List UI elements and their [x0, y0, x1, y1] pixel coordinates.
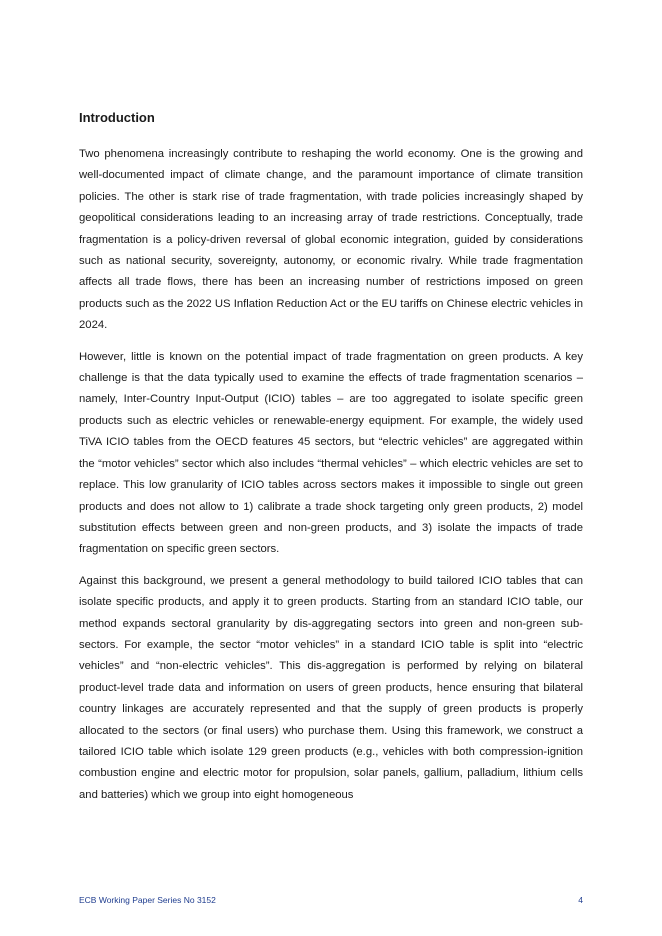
paragraph-1: Two phenomena increasingly contribute to reshaping the world economy. One is the growing and well-documented impact of climate change, and the paramount importance of climate transition policies. The other is stark rise of trade fragmentation, with trade policies increasingly shaped by geopolitical considerations leading to an increasing array of trade restrictions. Conceptually, trade fragmentation is a policy-driven reversal of global economic integration, guided by considerations such as national security, sovereignty, autonomy, or economic rivalry. While trade fragmentation affects all trade flows, there has been an increasing number of restrictions imposed on green products such as the 2022 US Inflation Reduction Act or the EU tariffs on Chinese electric vehicles in 2024. [79, 148, 583, 332]
paragraph-2: However, little is known on the potential impact of trade fragmentation on green products. A key challenge is that the data typically used to examine the effects of trade fragmentation scenarios – namely, Inter-Country Input-Output (ICIO) tables – are too aggregated to isolate specific green products such as electric vehicles or renewable-energy equipment. For example, the widely used TiVA ICIO tables from the OECD features 45 sectors, but “electric vehicles” are aggregated within the “motor vehicles” sector which also includes “thermal vehicles” – which electric vehicles are set to replace. This low granularity of ICIO tables across sectors makes it impossible to single out green products and does not allow to 1) calibrate a trade shock targeting only green products, 2) model substitution effects between green and non-green products, and 3) isolate the impacts of trade fragmentation on specific green sectors. [79, 350, 583, 556]
paragraph-3: Against this background, we present a general methodology to build tailored ICIO tables that can isolate specific products, and apply it to green products. Starting from an standard ICIO table, our method expands sectoral granularity by dis-aggregating sectors into green and non-green sub-sectors. For example, the sector “motor vehicles” in a standard ICIO table is split into “electric vehicles” and “non-electric vehicles”. This dis-aggregation is performed by relying on bilateral product-level trade data and information on users of green products, hence ensuring that bilateral country linkages are accurately represented and that the supply of green products is properly allocated to the sectors (or final users) who purchase them. Using this framework, we construct a tailored ICIO table which isolate 129 green products (e.g., vehicles with both compression-ignition combustion engine and electric motor for propulsion, solar panels, gallium, palladium, lithium cells and batteries) which we group into eight homogeneous [79, 574, 583, 801]
body-text [79, 144, 583, 806]
footer-series-title: ECB Working Paper Series No 3152 [79, 895, 216, 905]
section-heading: Introduction [79, 110, 155, 125]
footer-page-number: 4 [578, 895, 583, 905]
